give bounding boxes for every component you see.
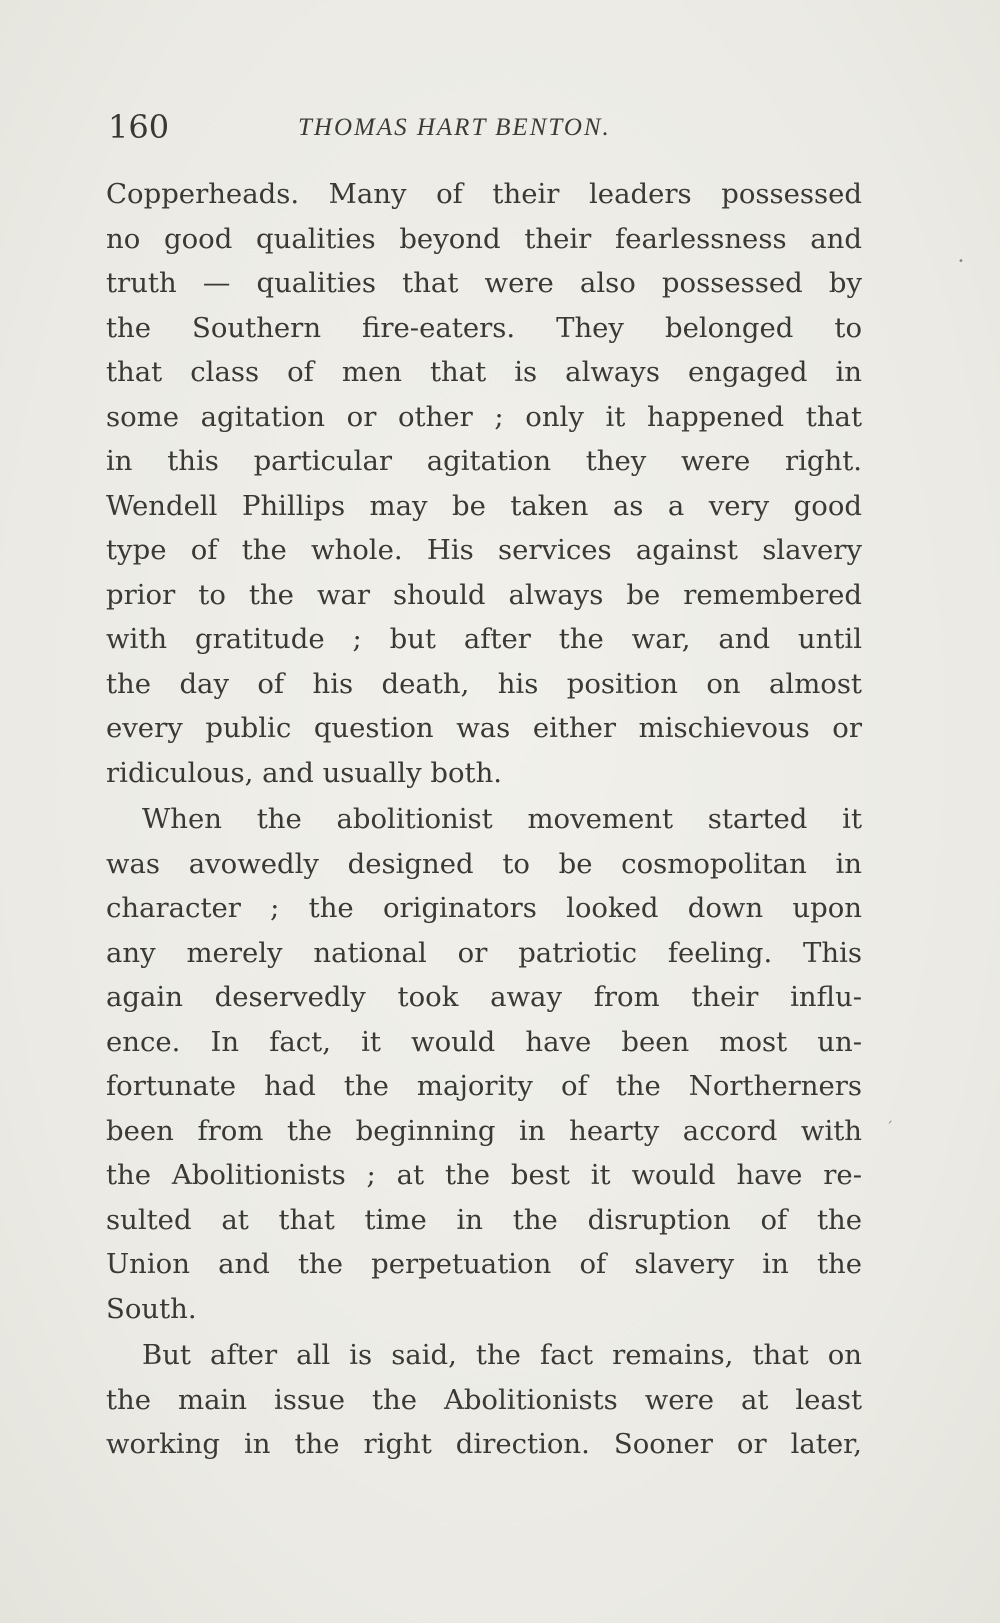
text-line: working in the right direction. Sooner or later, <box>106 1428 862 1460</box>
paper-speck: ˏ <box>886 1108 893 1124</box>
text-line: again deservedly took away from their influ- <box>106 981 862 1013</box>
text-line: in this particular agitation they were right. <box>106 445 862 477</box>
paragraph-1 <box>106 172 862 795</box>
text-line: Wendell Phillips may be taken as a very good <box>106 489 862 522</box>
text-line: the Abolitionists ; at the best it would have re- <box>106 1159 862 1191</box>
text-line: any merely national or patriotic feeling. This <box>106 936 862 969</box>
text-line: no good qualities beyond their fearlessness and <box>106 222 862 255</box>
text-line: some agitation or other ; only it happened that <box>106 400 862 433</box>
text-line: When the abolitionist movement started it <box>142 803 862 835</box>
text-line: character ; the originators looked down upon <box>106 892 862 924</box>
paragraph-3 <box>106 1333 862 1467</box>
text-line: sulted at that time in the disruption of the <box>106 1203 862 1236</box>
text-line: every public question was either mischievous or <box>106 712 862 744</box>
body-text <box>106 172 862 1467</box>
paragraph-2 <box>106 797 862 1331</box>
paper-speck: • <box>958 256 964 267</box>
text-line: been from the beginning in hearty accord with <box>106 1114 862 1147</box>
text-line: prior to the war should always be remembered <box>106 578 862 611</box>
text-line: truth — qualities that were also possessed by <box>106 267 862 299</box>
text-line: the Southern fire-eaters. They belonged to <box>106 311 862 344</box>
text-line: fortunate had the majority of the Northerners <box>106 1070 862 1102</box>
text-line: Union and the perpetuation of slavery in the <box>106 1248 862 1280</box>
text-line: with gratitude ; but after the war, and until <box>106 623 862 655</box>
page-header <box>108 108 868 148</box>
text-line: ence. In fact, it would have been most un- <box>106 1025 862 1058</box>
text-line: the main issue the Abolitionists were at least <box>106 1383 862 1416</box>
running-head: THOMAS HART BENTON. <box>298 114 611 141</box>
text-line: was avowedly designed to be cosmopolitan in <box>106 847 862 880</box>
page-number: 160 <box>108 108 170 146</box>
text-line: South. <box>106 1292 197 1325</box>
text-line: type of the whole. His services against slavery <box>106 534 862 566</box>
text-line: that class of men that is always engaged in <box>106 356 862 388</box>
text-line: Copperheads. Many of their leaders possessed <box>106 178 862 210</box>
text-line: But after all is said, the fact remains, that on <box>142 1339 862 1371</box>
text-line: ridiculous, and usually both. <box>106 756 503 789</box>
text-line: the day of his death, his position on almost <box>106 667 862 700</box>
